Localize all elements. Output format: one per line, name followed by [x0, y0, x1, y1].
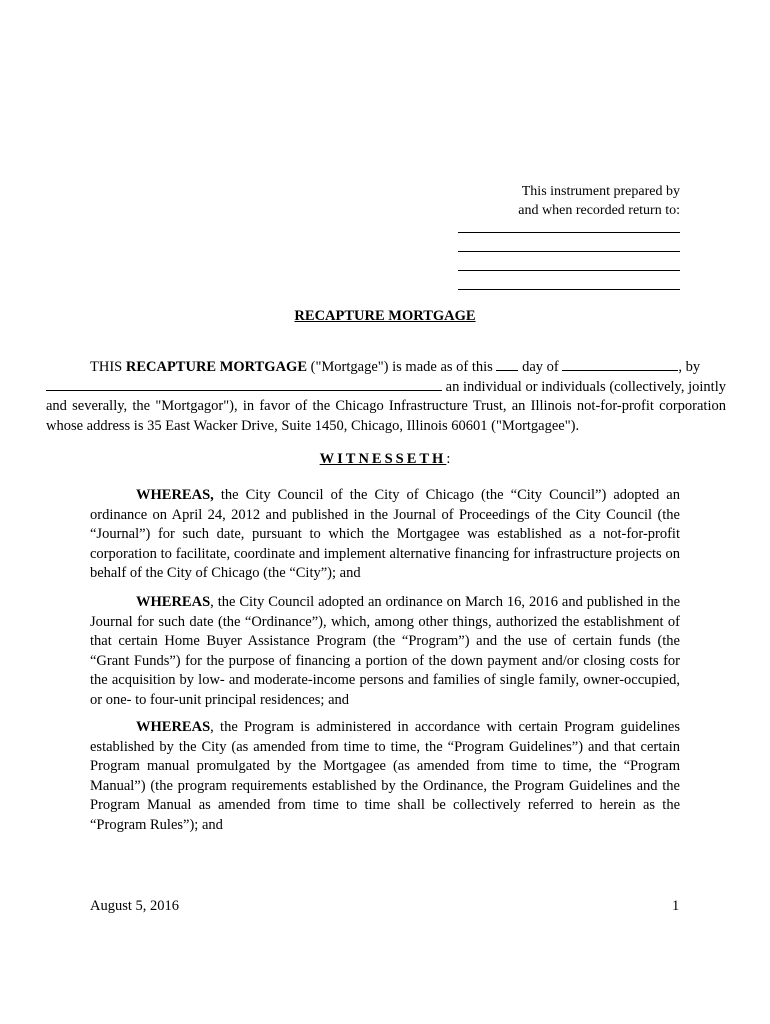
witnesseth-heading — [0, 451, 770, 468]
intro-text-2: ("Mortgage") is made as of this — [307, 359, 497, 375]
document-title: RECAPTURE MORTGAGE — [294, 308, 476, 324]
intro-rest — [46, 378, 726, 437]
intro-paragraph — [46, 358, 726, 436]
witnesseth-colon: : — [446, 451, 451, 467]
footer-date: August 5, 2016 — [90, 898, 180, 914]
intro-text-1: THIS — [90, 359, 126, 375]
return-address-lines — [458, 232, 680, 308]
page-number: 1 — [672, 898, 680, 914]
whereas-2-text: , the City Council adopted an ordinance on March 16, 2016 and published in the Journal for such date (the “Ordinance”), which, among other things, authorized the establishment of that certain Home Buyer Assistance Program (the “Program”) and the use of certain funds (the “Grant Funds”) for the purpose of financing a portion of the down payment and/or closing costs for the acquisition by low- and moderate-income persons and families of single family, owner-occupied, or one- to four-unit principal residences; and — [90, 594, 680, 708]
return-address-line-1 — [458, 232, 680, 233]
whereas-paragraph-2 — [90, 593, 680, 710]
return-address-line-2 — [458, 251, 680, 252]
intro-text-4: , by — [678, 359, 701, 375]
whereas-3-bold: WHEREAS — [136, 719, 211, 735]
day-blank — [496, 358, 518, 371]
mortgagor-name-blank — [46, 378, 442, 391]
whereas-paragraph-3 — [90, 718, 680, 835]
witnesseth-word: WITNESSETH — [319, 451, 447, 467]
intro-text-5: an individual or individuals (collectively, jointly and severally, the "Mortgagor"), in favor of the Chicago Infrastructure Trust, an Illinois not-for-profit corporation whose address is 35 East Wacker Drive, Suite 1450, Chicago, Illinois 60601 ("Mortgagee"). — [46, 378, 726, 434]
intro-first-line — [46, 358, 726, 378]
return-address-line-4 — [458, 289, 680, 290]
prepared-by-block — [518, 182, 680, 220]
whereas-1-bold: WHEREAS, — [136, 487, 214, 503]
intro-text-3: day of — [518, 359, 563, 375]
intro-bold-title: RECAPTURE MORTGAGE — [125, 359, 308, 375]
whereas-1-text: the City Council of the City of Chicago (the “City Council”) adopted an ordinance on April 24, 2012 and published in the Journal of Proceedings of the City Council (the “Journal”) for such date, pursuant to which the Mortgagee was established as a not-for-profit corporation to facilitate, coordinate and implement alternative financing for infrastructure projects on behalf of the City of Chicago (the “City”); and — [90, 487, 680, 581]
whereas-2-bold: WHEREAS — [136, 594, 211, 610]
prepared-by-line: This instrument prepared by — [521, 184, 680, 199]
month-blank — [562, 358, 678, 371]
return-to-line: and when recorded return to: — [518, 203, 680, 218]
return-address-line-3 — [458, 270, 680, 271]
whereas-3-text: , the Program is administered in accordance with certain Program guidelines established by the City (as amended from time to time, the “Program Guidelines”) and that certain Program manual promulgated by the Mortgagee (as amended from time to time, the “Program Manual”) (the program requirements established by the Ordinance, the Program Guidelines and the Program Manual as amended from time to time shall be collectively referred to herein as the “Program Rules”); and — [90, 719, 680, 833]
whereas-paragraph-1 — [90, 486, 680, 584]
